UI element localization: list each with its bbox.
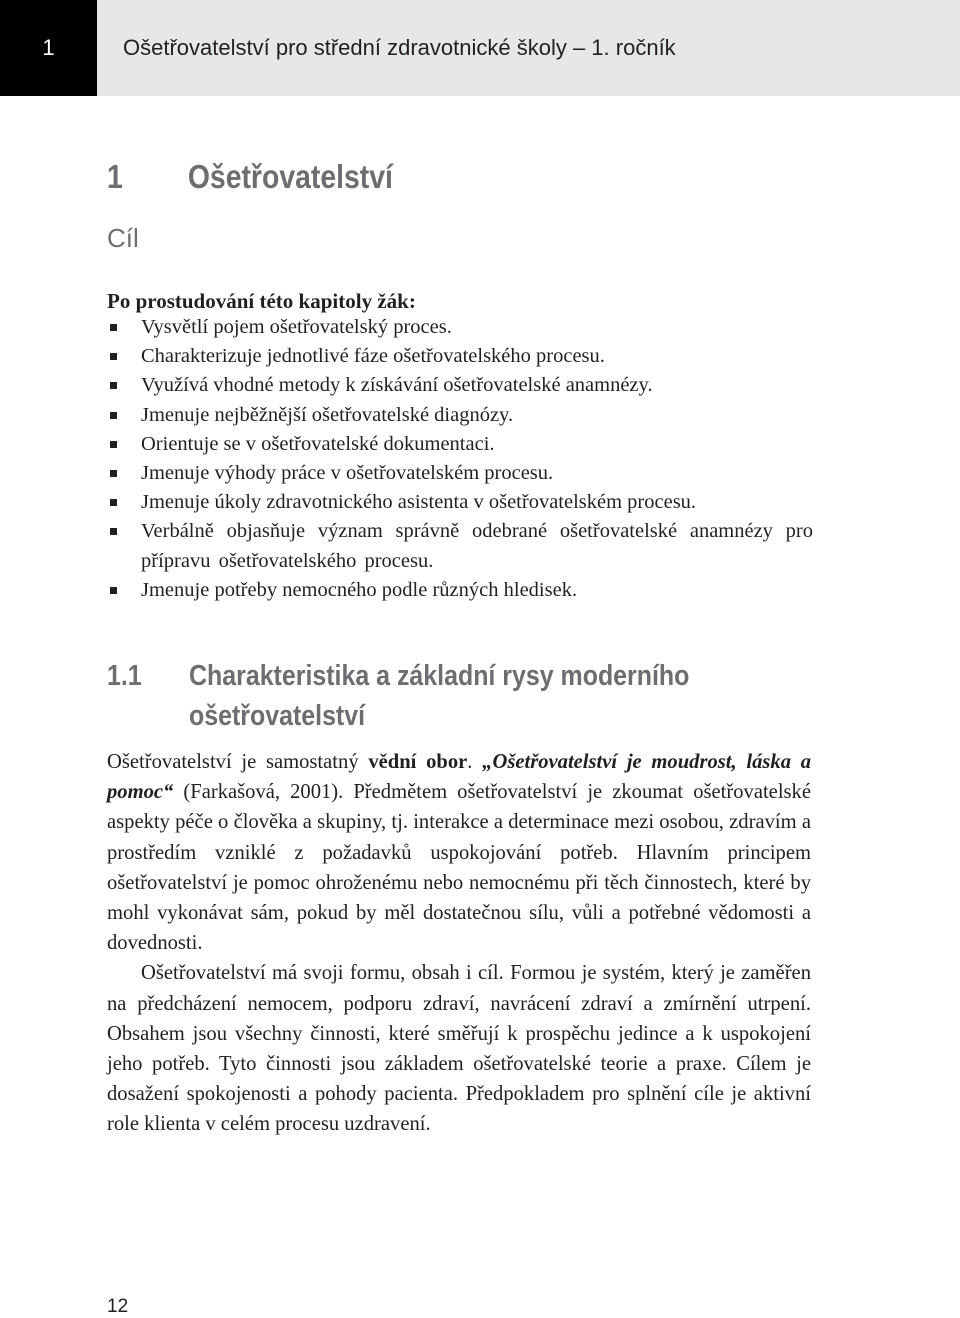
square-bullet-icon xyxy=(110,353,117,360)
list-item: Vysvětlí pojem ošetřovatelský proces. xyxy=(107,313,813,342)
square-bullet-icon xyxy=(110,412,117,419)
square-bullet-icon xyxy=(110,528,117,535)
chapter-heading xyxy=(107,158,393,208)
goal-label: Cíl xyxy=(107,223,139,253)
list-item: Orientuje se v ošetřovatelské dokumentaci. xyxy=(107,430,813,459)
list-item: Jmenuje nejběžnější ošetřovatelské diagnózy. xyxy=(107,401,813,430)
square-bullet-icon xyxy=(110,499,117,506)
list-item: Jmenuje potřeby nemocného podle různých hledisek. xyxy=(107,576,813,605)
square-bullet-icon xyxy=(110,470,117,477)
square-bullet-icon xyxy=(110,382,117,389)
square-bullet-icon xyxy=(110,324,117,331)
goals-intro: Po prostudování této kapitoly žák: xyxy=(107,289,416,313)
running-header xyxy=(0,0,960,96)
square-bullet-icon xyxy=(110,587,117,594)
chapter-number: 1 xyxy=(107,158,123,195)
page-number: 12 xyxy=(107,1296,129,1317)
list-item: Jmenuje úkoly zdravotnického asistenta v ošetřovatelském procesu. xyxy=(107,488,813,517)
body-text xyxy=(107,747,811,1140)
list-item: Využívá vhodné metody k získávání ošetřovatelské anamnézy. xyxy=(107,371,813,400)
list-item: Charakterizuje jednotlivé fáze ošetřovatelského procesu. xyxy=(107,342,813,371)
square-bullet-icon xyxy=(110,441,117,448)
goals-list xyxy=(107,313,813,605)
section-title: Charakteristika a základní rysy moderního ošetřovatelství xyxy=(189,660,690,732)
running-title: Ošetřovatelství pro střední zdravotnické školy – 1. ročník xyxy=(123,35,676,60)
list-item: Jmenuje výhody práce v ošetřovatelském procesu. xyxy=(107,459,813,488)
quote: „Ošetřovatelství je moudrost, láska a pomoc“ xyxy=(107,751,812,804)
bold-term: vědní obor xyxy=(368,751,468,773)
chapter-title: Ošetřovatelství xyxy=(187,158,393,195)
paragraph: Ošetřovatelství je samostatný vědní obor. „Ošetřovatelství je moudrost, láska a pomoc“ (Farkašová, 2001). Předmětem ošetřovatelství je zkoumat ošetřovatelské aspekty péče o člověka a skupiny, tj. interakce a determinace mezi osobou, zdravím a prostředím vzniklé z požadavků uspokojování potřeb. Hlavním principem ošetřovatelství je pomoc ohroženému nebo nemocnému při těch činnostech, které by mohl vykonávat sám, pokud by měl dostatečnou sílu, vůli a potřebné vědomosti a dovednosti. xyxy=(107,751,812,955)
section-number: 1.1 xyxy=(107,660,142,692)
paragraph: Ošetřovatelství má svoji formu, obsah i cíl. Formou je systém, který je zaměřen na předcházení nemocem, podporu zdraví, navrácení zdraví a zmírnění utrpení. Obsahem jsou všechny činnosti, které směřují k prospěchu jedince a k uspokojení jeho potřeb. Tyto činnosti jsou základem ošetřovatelské teorie a praxe. Cílem je dosažení spokojenosti a pohody pacienta. Předpokladem pro splnění cíle je aktivní role klienta v celém procesu uzdravení. xyxy=(107,962,811,1136)
chapter-number-tab: 1 xyxy=(0,0,97,96)
list-item: Verbálně objasňuje význam správně odebrané ošetřovatelské anamnézy pro přípravu ošetřovatelského procesu. xyxy=(107,517,813,575)
